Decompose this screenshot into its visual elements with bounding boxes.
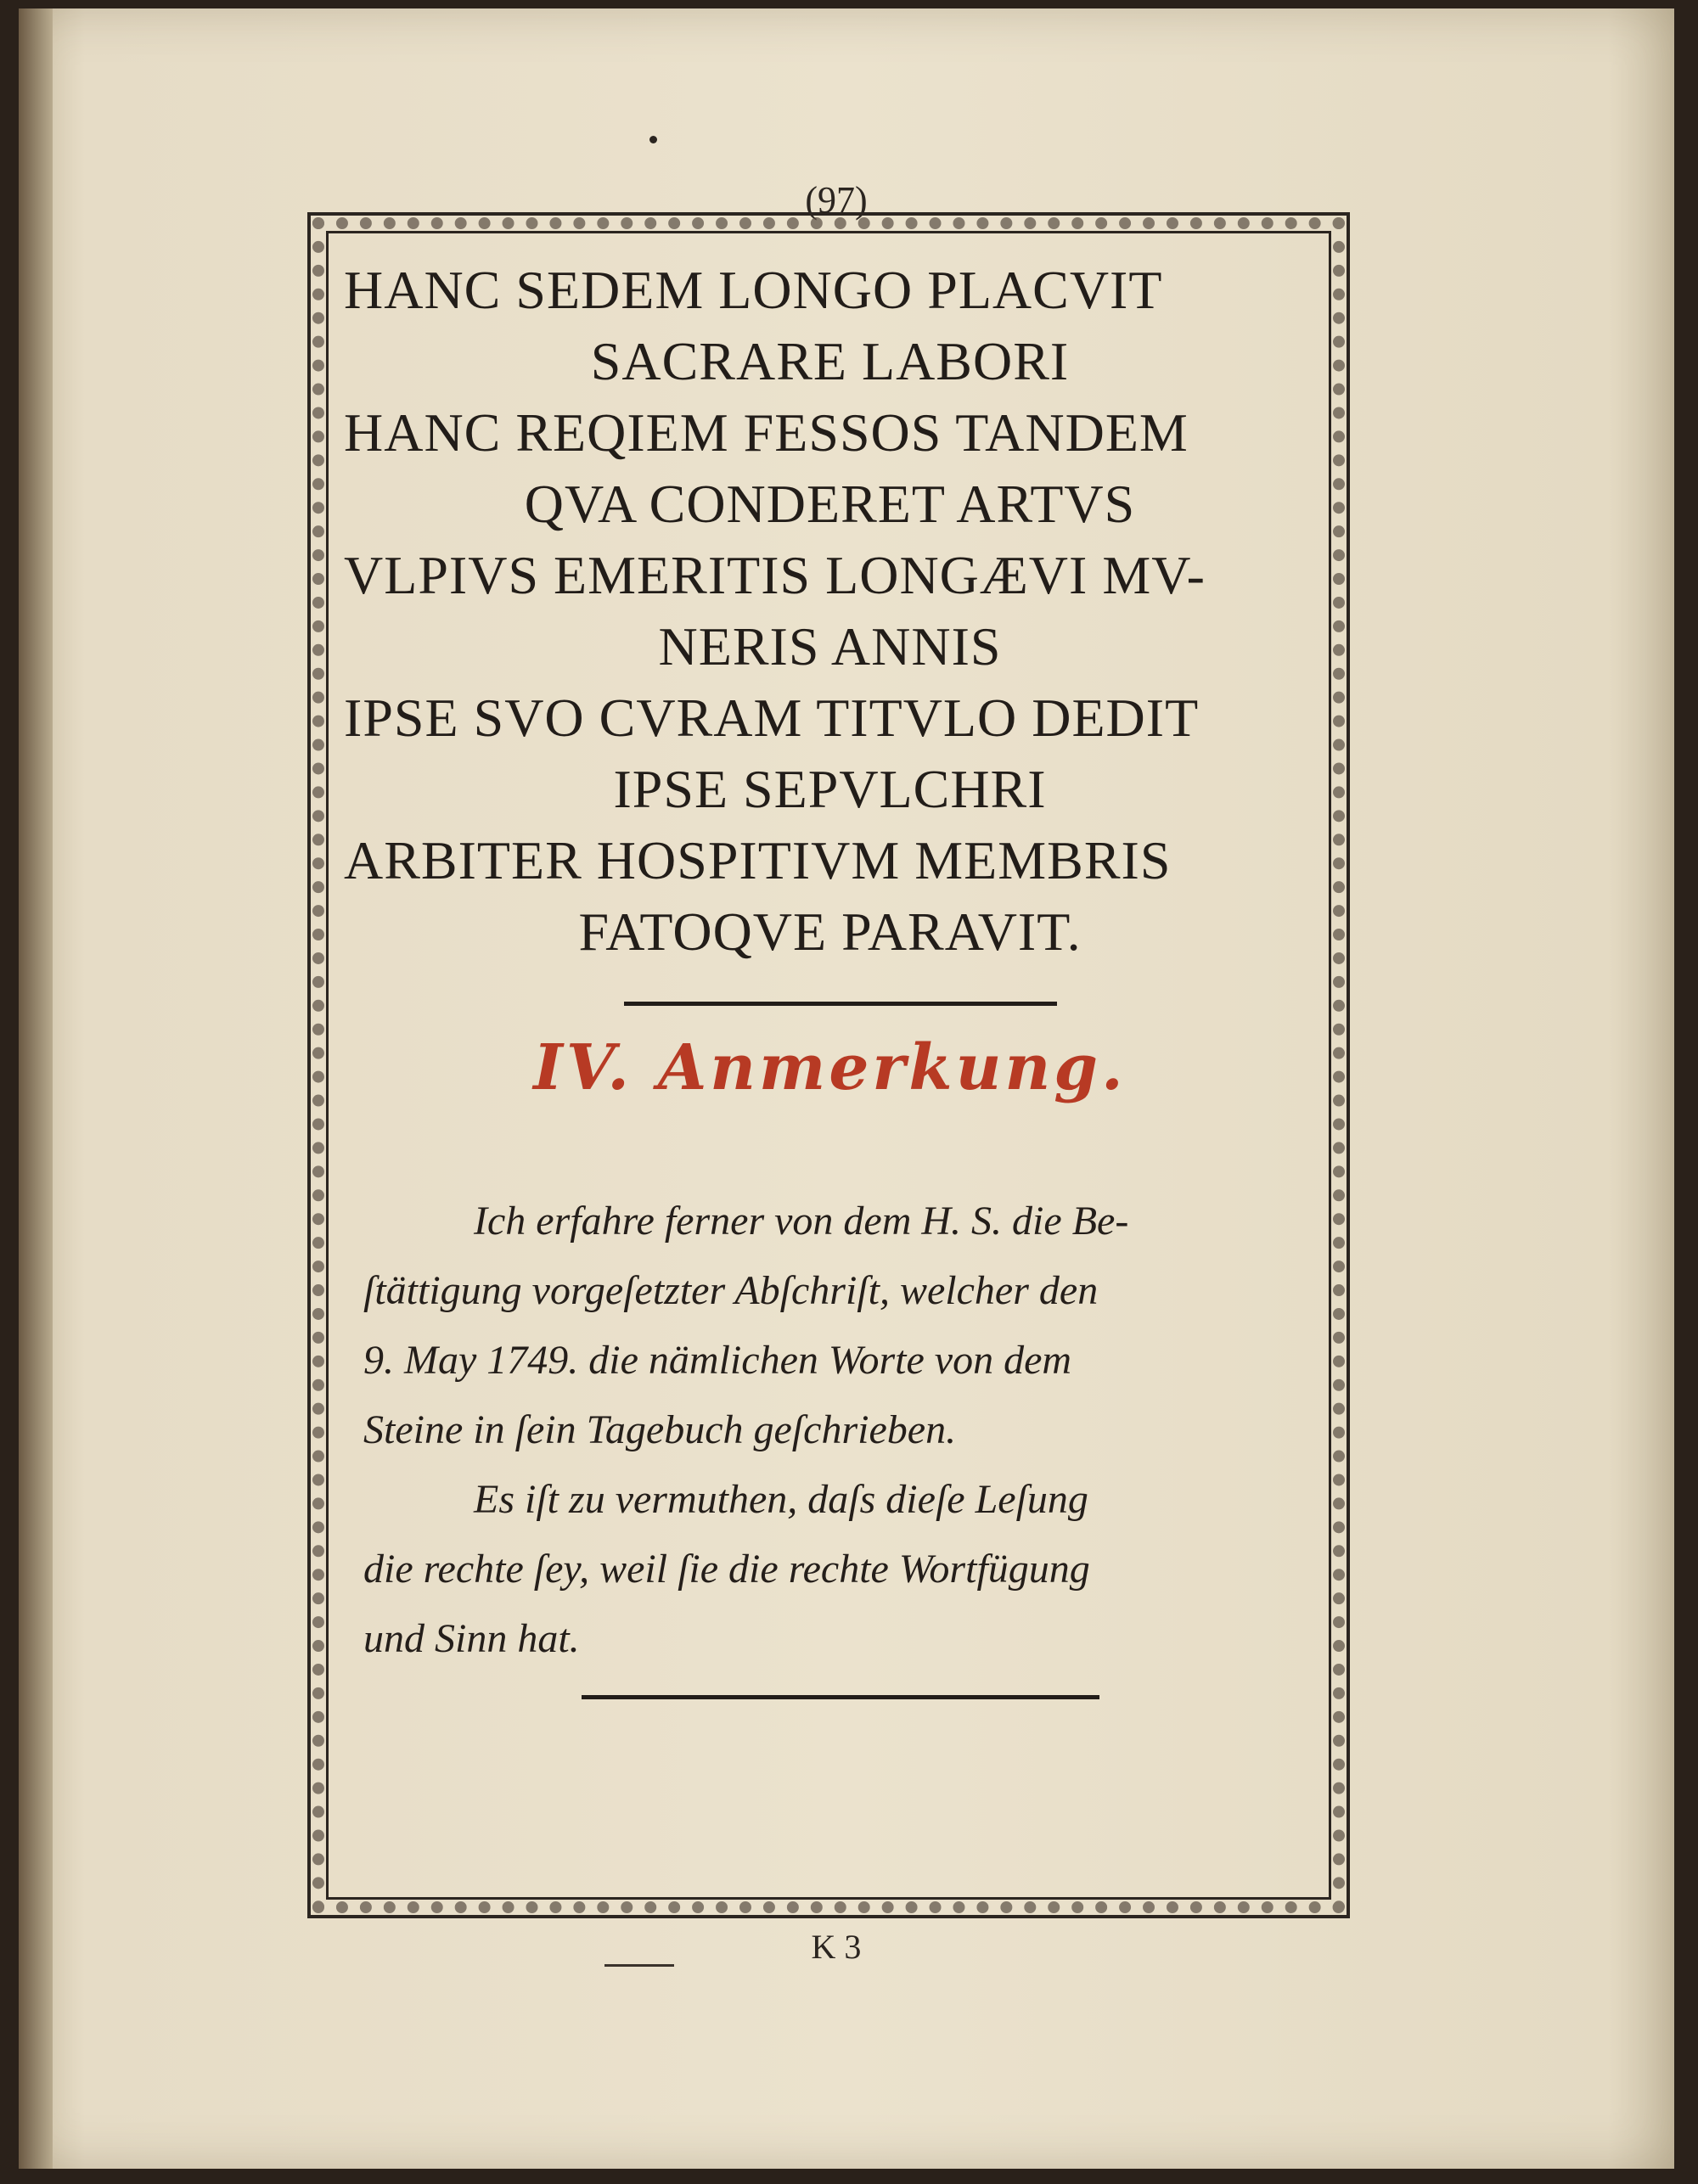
inscription-line: IPSE SEPVLCHRI bbox=[613, 759, 1047, 819]
inscription-line: HANC SEDEM LONGO PLACVIT bbox=[344, 260, 1163, 320]
inscription-line: VLPIVS EMERITIS LONGÆVI MV- bbox=[344, 545, 1206, 605]
prose-line: Es iſt zu vermuthen, daſs dieſe Leſung bbox=[474, 1477, 1088, 1522]
inscription-line: NERIS ANNIS bbox=[658, 616, 1002, 677]
signature-mark: K 3 bbox=[811, 1928, 862, 1966]
divider-rule bbox=[624, 1002, 1057, 1006]
inscription-line: FATOQVE PARAVIT. bbox=[578, 901, 1082, 962]
prose-line: die rechte ſey, weil ſie die rechte Wortfügung bbox=[363, 1547, 1090, 1592]
catchword-dash bbox=[604, 1964, 674, 1967]
inscription-line: QVA CONDERET ARTVS bbox=[524, 474, 1136, 534]
prose-line: 9. May 1749. die nämlichen Worte von dem bbox=[363, 1338, 1072, 1383]
book-gutter bbox=[19, 8, 53, 2169]
inscription-line: ARBITER HOSPITIVM MEMBRIS bbox=[344, 830, 1172, 890]
inscription-line: IPSE SVO CVRAM TITVLO DEDIT bbox=[344, 688, 1200, 748]
latin-inscription bbox=[344, 255, 1316, 968]
prose-line: und Sinn hat. bbox=[363, 1616, 580, 1661]
inscription-line: SACRARE LABORI bbox=[590, 331, 1070, 391]
inscription-line: HANC REQIEM FESSOS TANDEM bbox=[344, 402, 1189, 463]
prose-line: Ich erfahre ferner von dem H. S. die Be- bbox=[474, 1199, 1129, 1244]
section-heading: IV. Anmerkung. bbox=[533, 1031, 1127, 1104]
prose-line: ſtättigung vorgeſetzter Abſchriſt, welcher den bbox=[363, 1268, 1099, 1313]
prose-line: Steine in ſein Tagebuch geſchrieben. bbox=[363, 1407, 957, 1452]
ink-speck bbox=[649, 136, 657, 143]
page-number: (97) bbox=[805, 179, 868, 221]
divider-rule bbox=[582, 1695, 1099, 1699]
annotation-text bbox=[363, 1187, 1306, 1674]
